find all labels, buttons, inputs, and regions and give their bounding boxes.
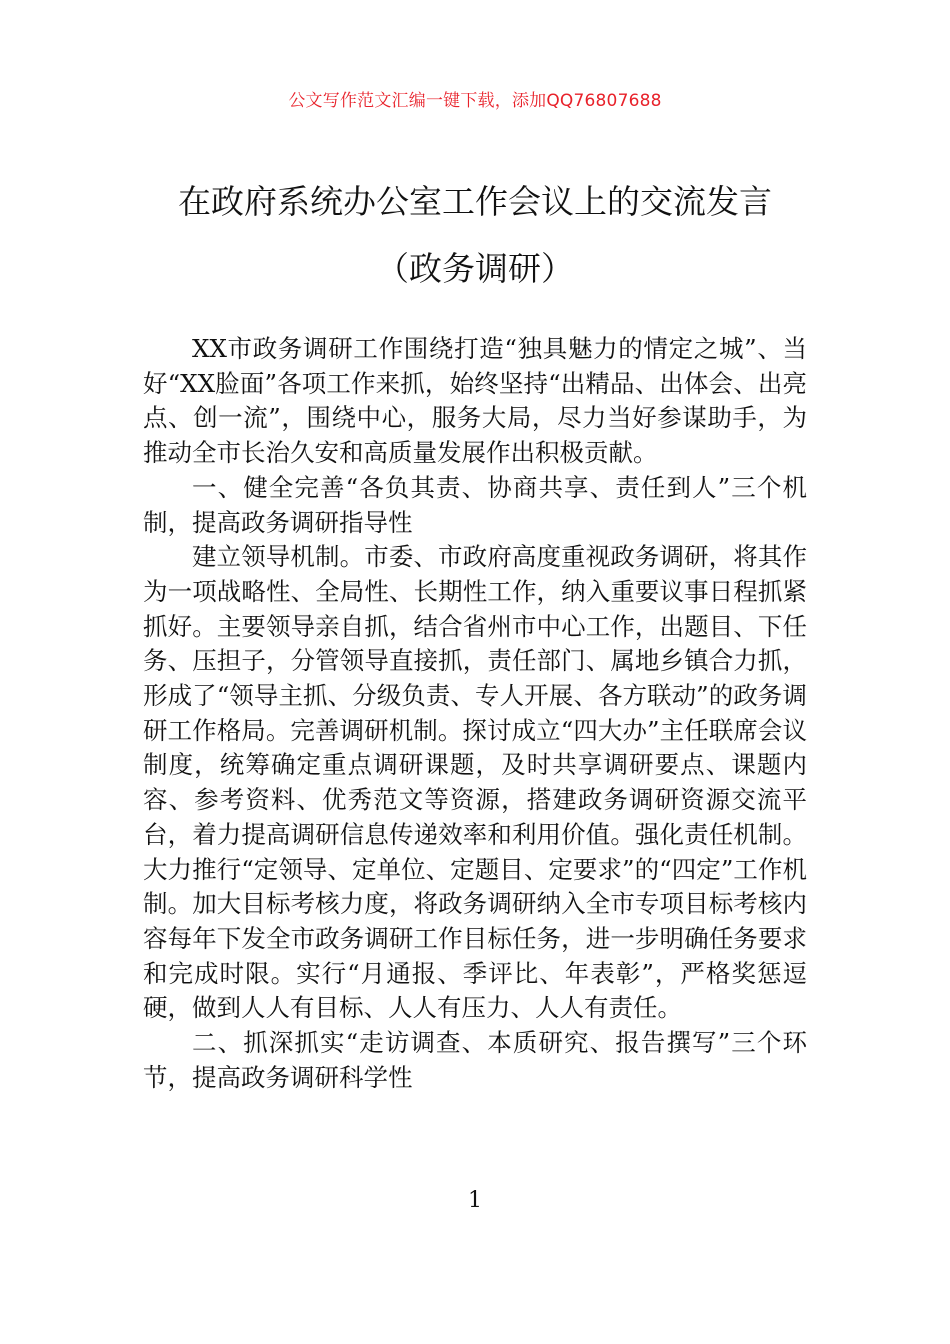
document-body (143, 332, 807, 1095)
document-subtitle: （政务调研） (376, 249, 574, 288)
page-number: 1 (468, 1188, 482, 1213)
watermark-banner: 公文写作范文汇编一键下载，添加QQ76807688 (288, 91, 662, 111)
section-1-paragraph: 建立领导机制。市委、市政府高度重视政务调研，将其作为一项战略性、全局性、长期性工作，纳入重要议事日程抓紧抓好。主要领导亲自抓，结合省州市中心工作，出题目、下任务、压担子，分管领导直接抓，责任部门、属地乡镇合力抓，形成了“领导主抓、分级负责、专人开展、各方联动”的政务调研工作格局。完善调研机制。探讨成立“四大办”主任联席会议制度，统筹确定重点调研课题，及时共享调研要点、课题内容、参考资料、优秀范文等资源，搭建政务调研资源交流平台，着力提高调研信息传递效率和利用价值。强化责任机制。大力推行“定领导、定单位、定题目、定要求”的“四定”工作机制。加大目标考核力度，将政务调研纳入全市专项目标考核内容每年下发全市政务调研工作目标任务，进一步明确任务要求和完成时限。实行“月通报、季评比、年表彰”，严格奖惩逗硬，做到人人有目标、人人有压力、人人有责任。 (143, 542, 807, 1023)
intro-paragraph: XX市政务调研工作围绕打造“独具魅力的情定之城”、当好“XX脸面”各项工作来抓，始终坚持“出精品、出体会、出亮点、创一流”，围绕中心，服务大局，尽力当好参谋助手，为推动全市长治久安和高质量发展作出积极贡献。 (143, 334, 807, 468)
section-heading-2: 二、抓深抓实“走访调查、本质研究、报告撰写”三个环节，提高政务调研科学性 (143, 1028, 807, 1092)
document-title: 在政府系统办公室工作会议上的交流发言 (178, 182, 772, 221)
section-heading-1: 一、健全完善“各负其责、协商共享、责任到人”三个机制，提高政务调研指导性 (143, 472, 807, 537)
